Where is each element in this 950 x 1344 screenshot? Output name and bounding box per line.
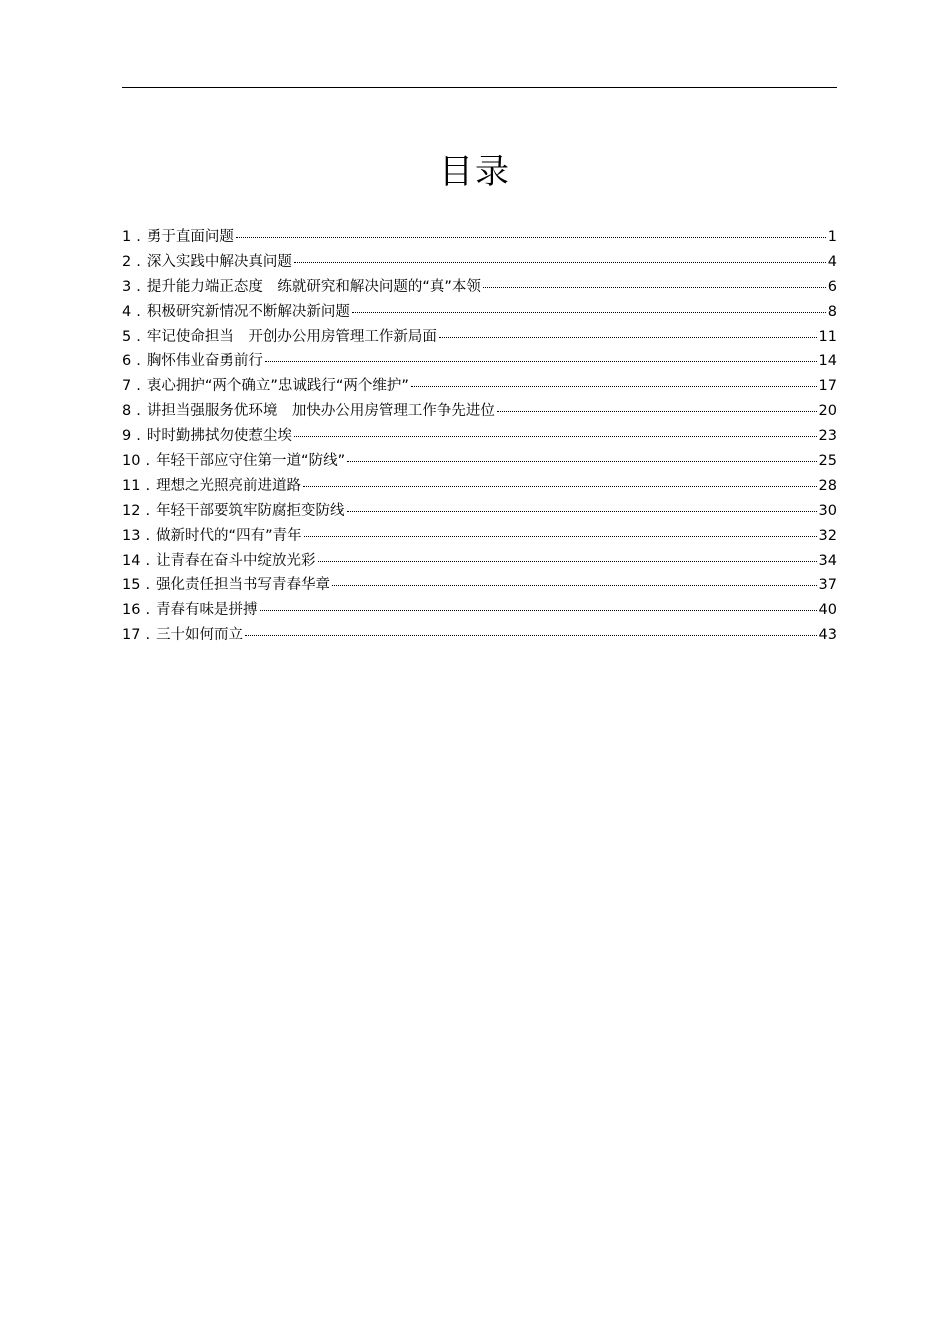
toc-entry-separator: . [145,577,151,594]
toc-entry-number: 13 [122,527,141,544]
toc-dot-leader [347,511,817,512]
toc-entry-number: 10 [122,453,141,470]
toc-entry-title[interactable]: 青春有味是拼搏 [156,602,258,619]
toc-entry[interactable] [122,573,837,598]
toc-dot-leader [294,436,817,437]
toc-entry[interactable] [122,549,837,574]
toc-entry-page-number[interactable]: 40 [818,602,837,619]
toc-dot-leader [497,411,817,412]
toc-entry-number: 6 [122,353,132,370]
toc-entry-separator: . [136,353,141,370]
toc-entry-page-number[interactable]: 1 [827,229,837,245]
toc-entry[interactable] [122,524,837,549]
toc-entry-title[interactable]: 强化责任担当书写青春华章 [156,577,331,594]
toc-entry[interactable] [122,374,837,399]
toc-entry-separator: . [145,477,151,494]
toc-entry-page-number[interactable]: 37 [818,577,837,594]
toc-entry-number: 12 [122,502,141,519]
toc-entry-number: 8 [122,403,132,420]
toc-entry-title[interactable]: 勇于直面问题 [146,229,234,245]
toc-entry-title[interactable]: 讲担当强服务优环境 加快办公用房管理工作争先进位 [146,403,495,420]
toc-dot-leader [352,312,826,313]
toc-entry-separator: . [145,602,151,619]
toc-entry[interactable] [122,499,837,524]
toc-entry[interactable] [122,449,837,474]
toc-entry-title[interactable]: 牢记使命担当 开创办公用房管理工作新局面 [146,328,437,345]
toc-entry-title[interactable]: 积极研究新情况不断解决新问题 [146,303,350,320]
toc-entry-separator: . [136,229,141,245]
toc-entry-title[interactable]: 时时勤拂拭勿使惹尘埃 [146,428,292,445]
toc-entry-title[interactable]: 让青春在奋斗中绽放光彩 [156,552,316,569]
toc-entry-title[interactable]: 深入实践中解决真问题 [146,253,292,270]
toc-dot-leader [411,386,817,387]
toc-entry-title[interactable]: 提升能力端正态度 练就研究和解决问题的“真”本领 [146,278,481,295]
toc-entry-separator: . [136,328,141,345]
toc-entry-title[interactable]: 理想之光照亮前进道路 [156,477,302,494]
toc-entry-number: 17 [122,627,141,644]
toc-entry-page-number[interactable]: 11 [818,328,837,345]
toc-entry-page-number[interactable]: 20 [818,403,837,420]
toc-dot-leader [483,287,826,288]
toc-entry-number: 3 [122,278,132,295]
toc-entry-title[interactable]: 胸怀伟业奋勇前行 [146,353,263,370]
toc-entry[interactable] [122,424,837,449]
toc-dot-leader [245,635,816,636]
toc-entry-number: 9 [122,428,132,445]
toc-entry-page-number[interactable]: 4 [827,253,837,270]
toc-entry-page-number[interactable]: 28 [818,477,837,494]
toc-entry[interactable] [122,598,837,623]
toc-entry-separator: . [145,552,151,569]
toc-entry-page-number[interactable]: 25 [818,453,837,470]
toc-entry-number: 1 [122,229,132,245]
toc-entry-page-number[interactable]: 23 [818,428,837,445]
toc-entry-title[interactable]: 年轻干部应守住第一道“防线” [156,453,346,470]
toc-dot-leader [318,561,817,562]
toc-entry-page-number[interactable]: 8 [827,303,837,320]
toc-entry-page-number[interactable]: 32 [818,527,837,544]
toc-entry-title[interactable]: 年轻干部要筑牢防腐拒变防线 [156,502,345,519]
toc-entry-page-number[interactable]: 43 [818,627,837,644]
toc-dot-leader [304,536,817,537]
toc-dot-leader [303,486,816,487]
toc-entry[interactable] [122,325,837,350]
toc-entry-page-number[interactable]: 34 [818,552,837,569]
toc-entry-number: 5 [122,328,132,345]
toc-entry[interactable] [122,300,837,325]
table-of-contents [122,225,837,648]
toc-entry-page-number[interactable]: 14 [818,353,837,370]
toc-entry-page-number[interactable]: 30 [818,502,837,519]
toc-entry-separator: . [145,502,151,519]
toc-entry-number: 14 [122,552,141,569]
toc-entry[interactable] [122,399,837,424]
toc-entry-separator: . [136,303,141,320]
toc-entry-title[interactable]: 做新时代的“四有”青年 [156,527,302,544]
toc-entry-separator: . [136,428,141,445]
toc-dot-leader [265,361,817,362]
toc-dot-leader [260,610,817,611]
toc-dot-leader [347,461,816,462]
toc-entry[interactable] [122,349,837,374]
toc-entry-number: 2 [122,253,132,270]
toc-entry-separator: . [136,403,141,420]
toc-entry-page-number[interactable]: 17 [818,378,837,395]
toc-dot-leader [439,337,817,338]
header-rule [122,87,837,88]
toc-entry-separator: . [145,453,151,470]
toc-entry-separator: . [136,253,141,270]
toc-entry[interactable] [122,623,837,648]
toc-entry-page-number[interactable]: 6 [827,278,837,295]
toc-entry[interactable] [122,225,837,250]
toc-entry-separator: . [136,378,141,395]
toc-entry-number: 15 [122,577,141,594]
toc-entry-number: 7 [122,378,132,395]
toc-dot-leader [332,585,816,586]
toc-entry[interactable] [122,250,837,275]
toc-entry-number: 4 [122,303,132,320]
toc-entry-title[interactable]: 三十如何而立 [156,627,244,644]
toc-entry-separator: . [145,627,151,644]
toc-dot-leader [294,262,826,263]
toc-entry-number: 16 [122,602,141,619]
toc-entry[interactable] [122,474,837,499]
toc-entry-separator: . [145,527,151,544]
toc-entry-separator: . [136,278,141,295]
toc-title: 目录 [439,152,511,192]
toc-entry-title[interactable]: 衷心拥护“两个确立”忠诚践行“两个维护” [146,378,409,395]
toc-entry-number: 11 [122,477,141,494]
toc-dot-leader [236,237,826,238]
toc-entry[interactable] [122,275,837,300]
